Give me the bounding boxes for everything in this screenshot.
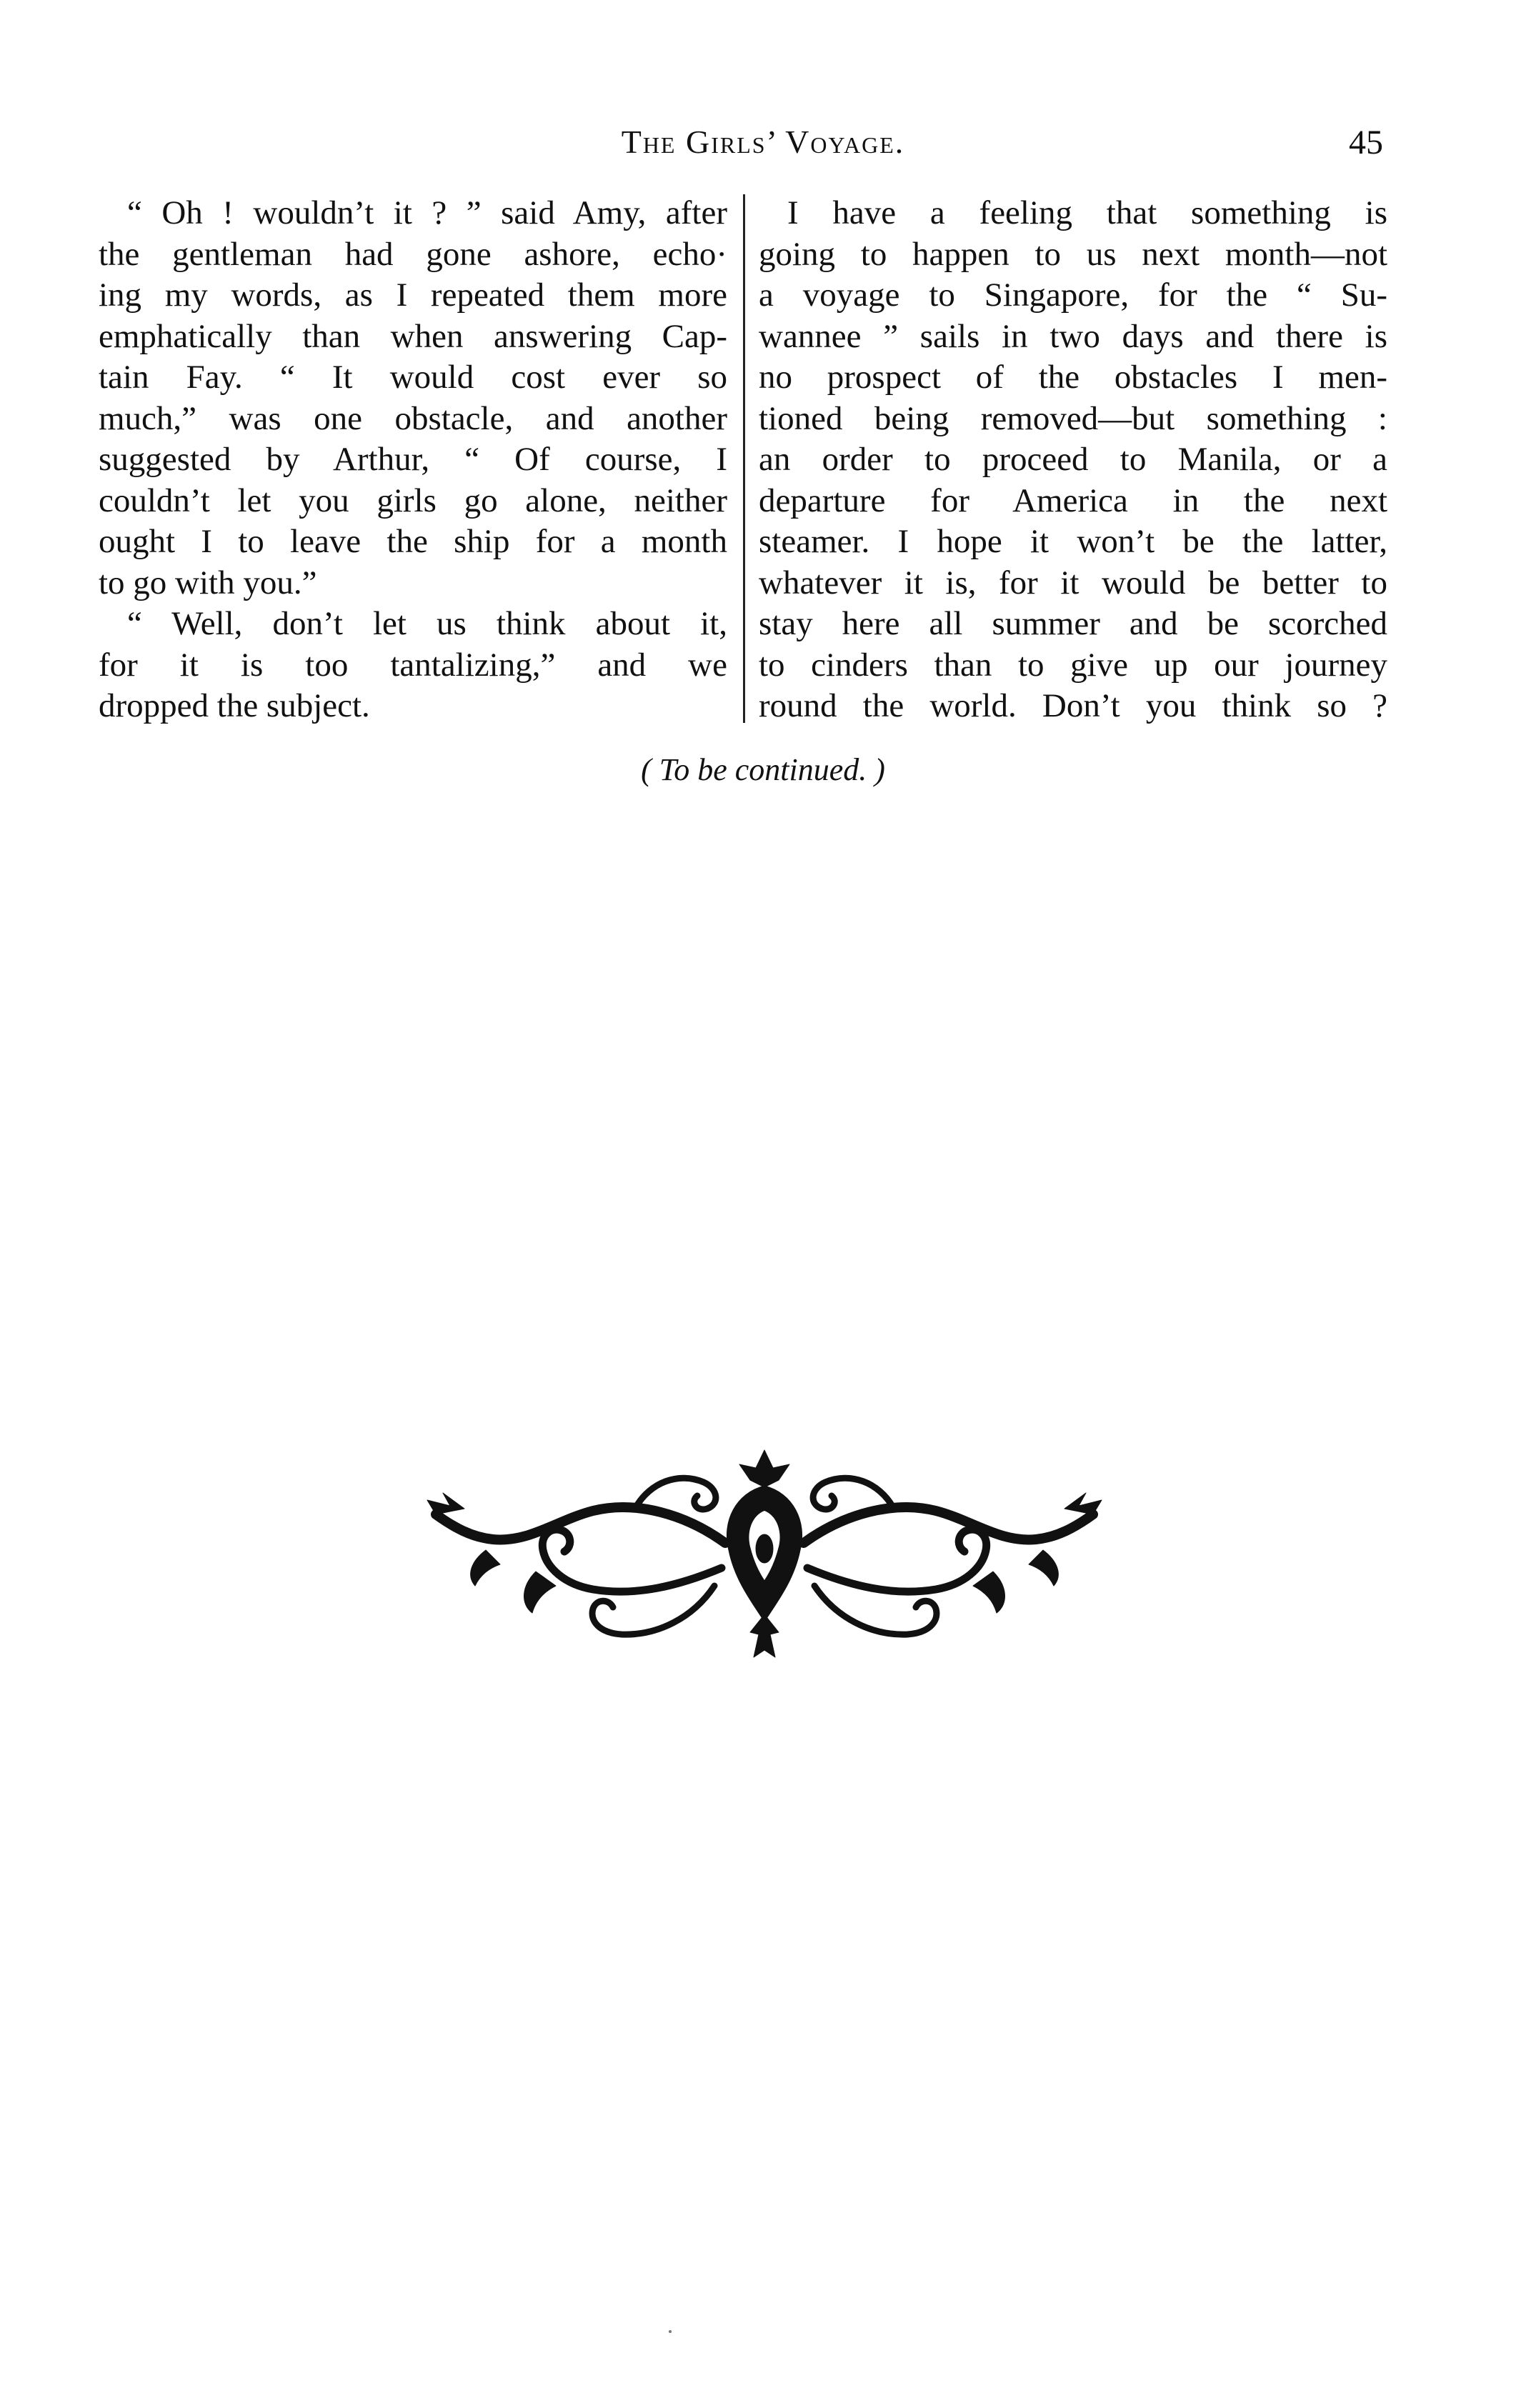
text-line: I have a feeling that something is (787, 194, 1387, 231)
text-line: round the world. Don’t you think so ? (759, 687, 1387, 724)
text-line: tain Fay. “ It would cost ever so (99, 359, 727, 396)
text-line: stay here all summer and be scorched (759, 605, 1387, 642)
right-text-column (759, 193, 1387, 727)
print-speck (669, 2330, 672, 2333)
text-line: going to happen to us next month—not (759, 235, 1387, 273)
page-number: 45 (1349, 124, 1383, 161)
text-line: no prospect of the obstacles I men- (759, 359, 1387, 396)
text-line: emphatically than when answering Cap- (99, 317, 727, 355)
floral-tailpiece-ornament-icon (422, 1443, 1107, 1672)
text-line: a voyage to Singapore, for the “ Su- (759, 276, 1387, 314)
text-line: tioned being removed—but something : (759, 399, 1387, 437)
text-line: whatever it is, for it would be better to (759, 564, 1387, 601)
text-line: to go with you.” (99, 564, 317, 601)
running-title: The Girls’ Voyage. (621, 124, 905, 160)
text-line: for it is too tantalizing,” and we (99, 646, 727, 684)
text-line: departure for America in the next (759, 481, 1387, 519)
text-line: an order to proceed to Manila, or a (759, 441, 1387, 478)
text-line: much,” was one obstacle, and another (99, 399, 727, 437)
left-text-column (99, 193, 727, 727)
text-line: wannee ” sails in two days and there is (759, 317, 1387, 355)
text-line: the gentleman had gone ashore, echo· (99, 235, 727, 273)
text-line: ought I to leave the ship for a month (99, 523, 727, 560)
text-line: “ Oh ! wouldn’t it ? ” said Amy, after (127, 194, 727, 231)
text-line: ing my words, as I repeated them more (99, 276, 727, 314)
column-divider (743, 194, 745, 723)
text-line: suggested by Arthur, “ Of course, I (99, 441, 727, 478)
text-line: couldn’t let you girls go alone, neither (99, 481, 727, 519)
to-be-continued-note: ( To be continued. ) (641, 752, 885, 787)
text-line: “ Well, don’t let us think about it, (127, 605, 727, 642)
text-line: to cinders than to give up our journey (759, 646, 1387, 684)
text-line: dropped the subject. (99, 687, 370, 724)
text-line: steamer. I hope it won’t be the latter, (759, 523, 1387, 560)
